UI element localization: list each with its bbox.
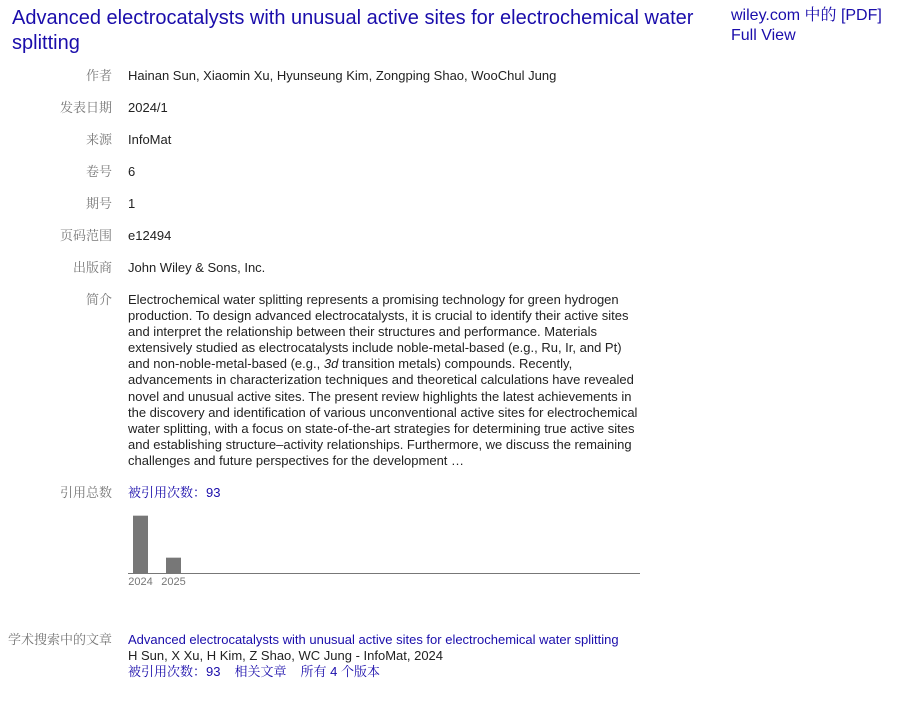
issue-row <box>0 196 902 212</box>
volume-value: 6 <box>128 164 136 179</box>
side-links <box>731 6 882 46</box>
issue-label: 期号 <box>85 196 112 211</box>
scholar-cited-by-link[interactable]: 被引用次数：93 <box>128 664 221 679</box>
metadata-fields <box>0 68 902 591</box>
volume-row <box>0 164 902 180</box>
citation-bar-2024[interactable] <box>133 516 148 573</box>
description-italic: 3d <box>323 356 339 372</box>
citations-row <box>0 485 902 501</box>
authors-label: 作者 <box>85 68 112 83</box>
publisher-label: 出版商 <box>72 260 112 275</box>
citation-chart-svg <box>128 511 640 591</box>
issue-value: 1 <box>128 196 136 211</box>
date-value: 2024/1 <box>128 100 168 115</box>
description-part-2: transition metals) compounds. Recently, advancements in characterization techniques and theoretical calculations have revealed novel and unusual active sites. The present review highlights the latest achievements in the discovery and identification of various unconventional active sites for electrochemical water splitting, with a focus on state-of-the-art strategies for determining true active sites and establishing structure–activity relationships. Furthermore, we discuss the remaining challenges and future perspectives for the development … <box>128 356 638 468</box>
citation-bar-2025[interactable] <box>166 558 181 573</box>
authors-value: Hainan Sun, Xiaomin Xu, Hyunseung Kim, Zongping Shao, WooChul Jung <box>128 68 557 83</box>
pages-value: e12494 <box>128 228 172 243</box>
date-label: 发表日期 <box>59 100 112 115</box>
description-part-1: Electrochemical water splitting represents a promising technology for green hydrogen production. To design advanced electrocatalysts, it is crucial to identify their active sites and interpret the relationship between their structures and performance. Materials extensively studied as electrocatalysts include noble-metal-based (e.g., Ru, Ir, and Pt) and non-noble-metal-based (e.g., <box>128 292 629 372</box>
pdf-link[interactable]: wiley.com 中的 [PDF] <box>731 7 882 24</box>
year-tick-label: 2025 <box>161 576 186 589</box>
year-tick-label: 2024 <box>128 576 153 589</box>
source-label: 来源 <box>85 132 112 147</box>
pages-label: 页码范围 <box>59 228 112 243</box>
article-title-link[interactable]: Advanced electrocatalysts with unusual active sites for electrochemical water splitting <box>12 7 694 54</box>
publisher-row <box>0 260 902 276</box>
scholar-title-link[interactable]: Advanced electrocatalysts with unusual active sites for electrochemical water splitting <box>128 632 619 647</box>
source-value: InfoMat <box>128 132 172 147</box>
publisher-value: John Wiley & Sons, Inc. <box>128 260 266 275</box>
scholar-section <box>0 632 902 680</box>
volume-label: 卷号 <box>85 164 112 179</box>
scholar-label: 学术搜索中的文章 <box>7 632 112 647</box>
description-label: 简介 <box>85 292 112 307</box>
all-versions-link[interactable]: 所有 4 个版本 <box>300 664 380 679</box>
cited-by-link[interactable]: 被引用次数：93 <box>128 485 221 501</box>
scholar-links <box>128 664 728 680</box>
scholar-result <box>128 632 728 680</box>
description-text <box>128 292 640 469</box>
full-view-link[interactable]: Full View <box>731 27 796 44</box>
citations-label: 引用总数 <box>59 485 112 501</box>
description-row <box>0 292 902 469</box>
date-row <box>0 100 902 116</box>
source-row <box>0 132 902 148</box>
related-articles-link[interactable]: 相关文章 <box>234 664 287 679</box>
pages-row <box>0 228 902 244</box>
scholar-meta: H Sun, X Xu, H Kim, Z Shao, WC Jung - InfoMat, 2024 <box>128 648 444 663</box>
citation-chart <box>128 511 640 591</box>
authors-row <box>0 68 902 84</box>
